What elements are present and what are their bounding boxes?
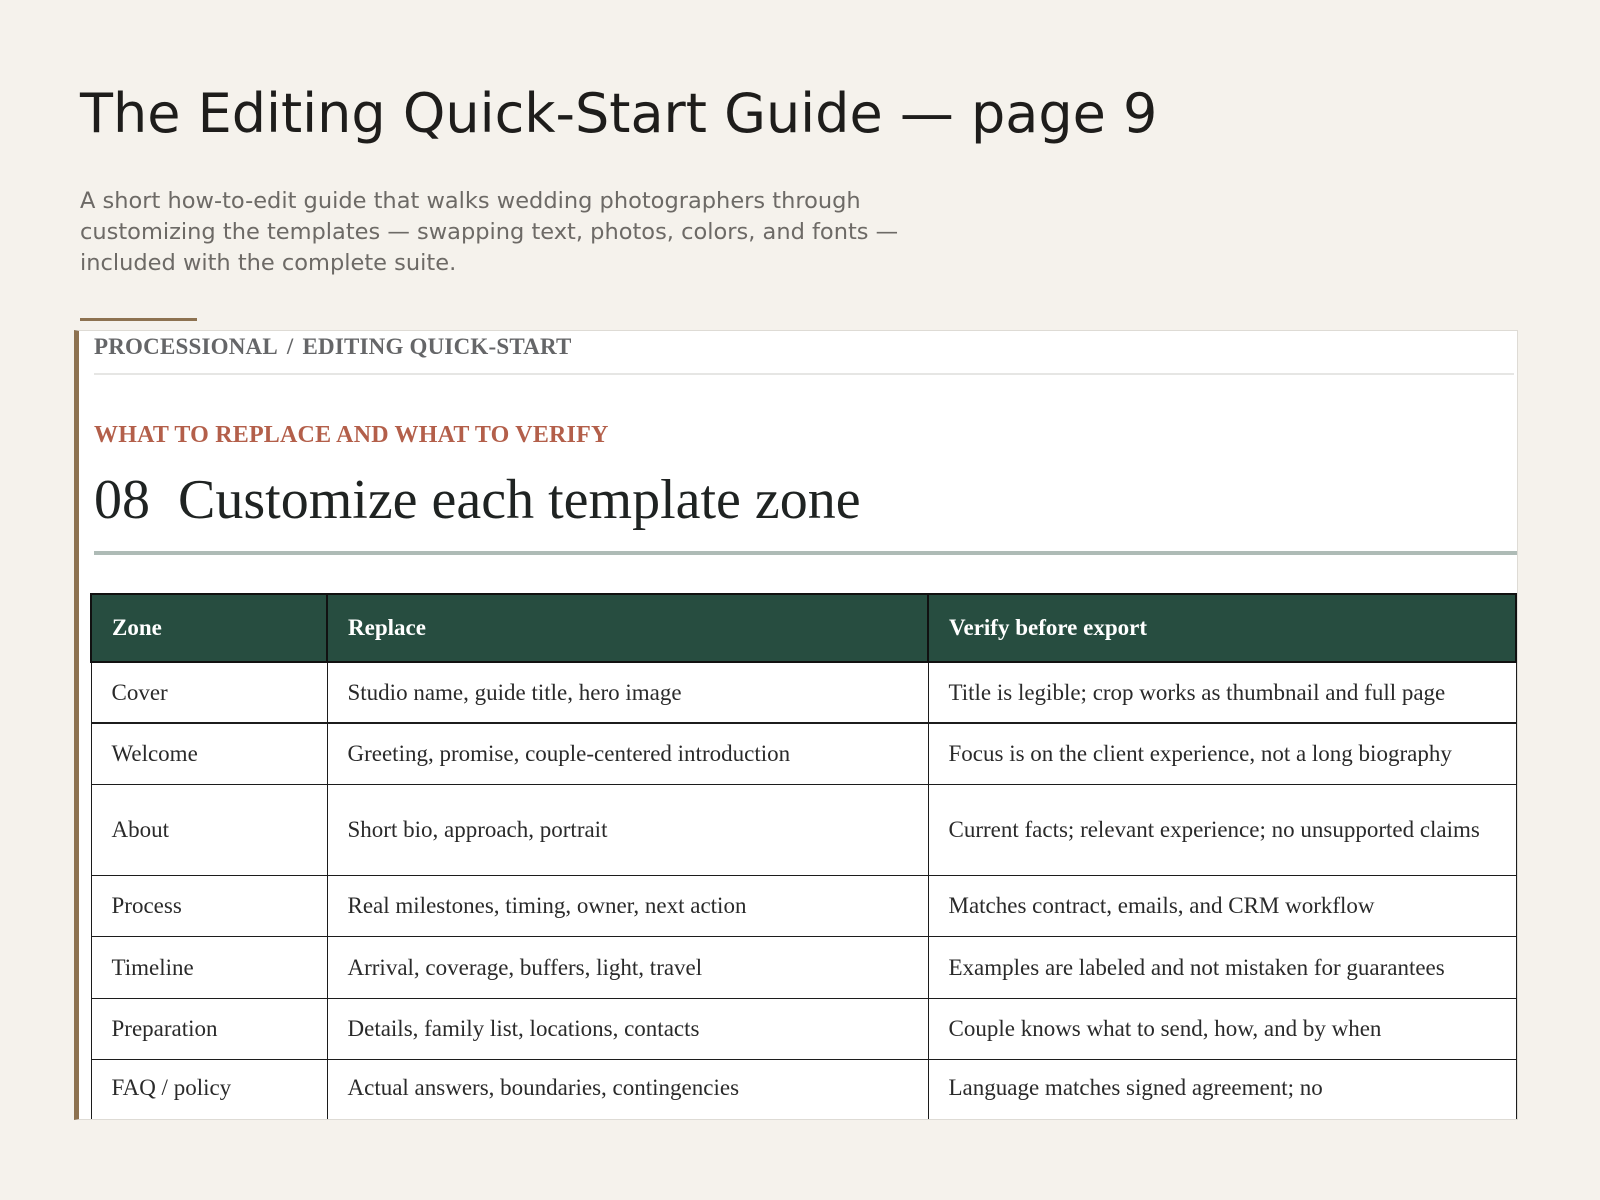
zone-cell: Cover [91,662,327,723]
section-heading [94,468,861,532]
page-description: A short how-to-edit guide that walks wedding photographers through customizing the templates — swapping text, photos, colors, and fonts — included with the complete suite. [80,188,899,276]
table-row [91,875,1516,936]
section-number: 08 [94,469,150,531]
zone-cell: About [91,784,327,875]
zone-table [90,593,1517,1120]
page-title: The Editing Quick-Start Guide — page 9 [80,82,1158,145]
zone-cell: Timeline [91,936,327,998]
header-verify: Verify before export [928,594,1516,662]
replace-cell: Details, family list, locations, contacts [327,998,928,1059]
replace-cell: Short bio, approach, portrait [327,784,928,875]
verify-cell: Focus is on the client experience, not a long biography [928,723,1516,784]
table-row [91,936,1516,998]
document-preview [74,330,1518,1120]
replace-cell: Studio name, guide title, hero image [327,662,928,723]
verify-cell: Matches contract, emails, and CRM workflow [928,875,1516,936]
verify-cell: Current facts; relevant experience; no unsupported claims [928,784,1516,875]
verify-cell: Couple knows what to send, how, and by when [928,998,1516,1059]
replace-cell: Arrival, coverage, buffers, light, travel [327,936,928,998]
section-divider [94,551,1518,555]
replace-cell: Real milestones, timing, owner, next action [327,875,928,936]
table-row [91,784,1516,875]
verify-cell: Language matches signed agreement; no [928,1059,1516,1120]
replace-cell: Actual answers, boundaries, contingencies [327,1059,928,1120]
verify-cell: Examples are labeled and not mistaken for guarantees [928,936,1516,998]
replace-cell: Greeting, promise, couple-centered introduction [327,723,928,784]
zone-cell: FAQ / policy [91,1059,327,1120]
table-row [91,723,1516,784]
zone-cell: Preparation [91,998,327,1059]
breadcrumb-section: PROCESSIONAL [94,334,278,359]
zone-cell: Process [91,875,327,936]
breadcrumb [94,333,572,361]
breadcrumb-current: EDITING QUICK-START [302,334,572,359]
table-row [91,998,1516,1059]
section-eyebrow: WHAT TO REPLACE AND WHAT TO VERIFY [94,422,609,448]
header-replace: Replace [327,594,928,662]
header-divider [94,373,1514,375]
table-header-row [91,594,1516,662]
table-row [91,662,1516,723]
zone-cell: Welcome [91,723,327,784]
header-zone: Zone [91,594,327,662]
table-row [91,1059,1516,1120]
section-title: Customize each template zone [178,469,861,531]
verify-cell: Title is legible; crop works as thumbnail and full page [928,662,1516,723]
accent-rule [80,318,197,321]
breadcrumb-separator: / [286,334,294,359]
